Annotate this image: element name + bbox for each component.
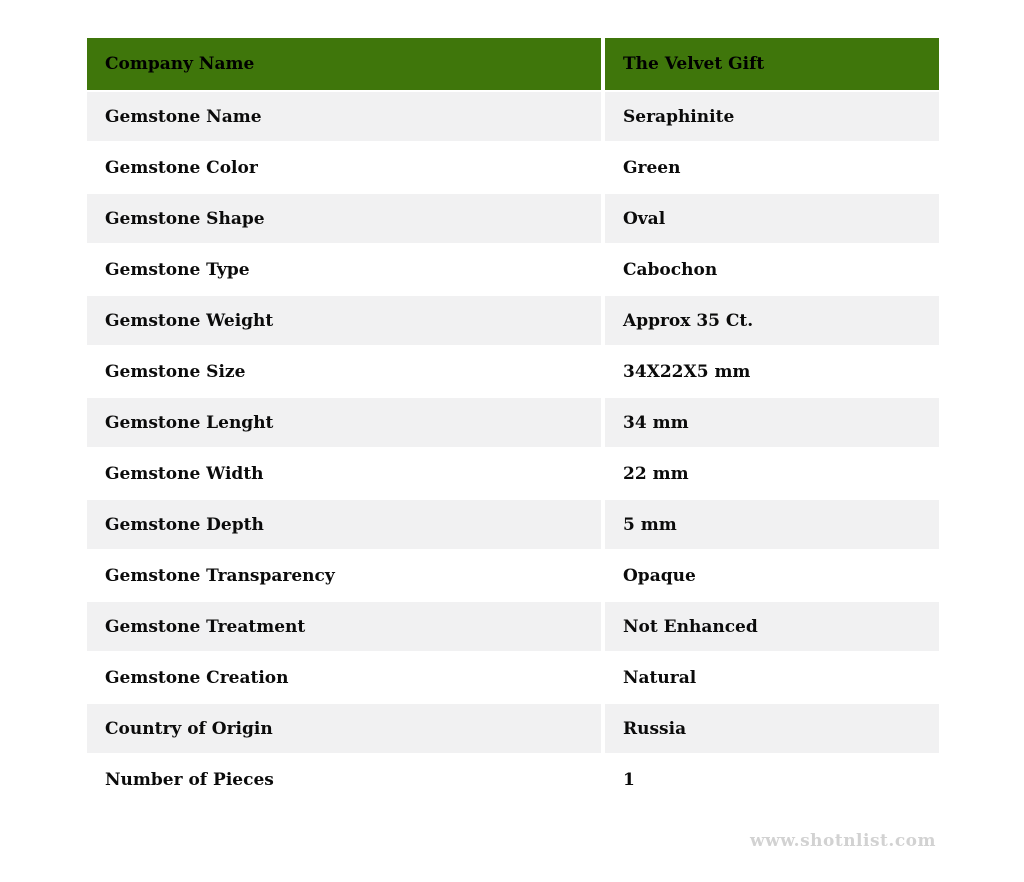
table-row-gemstone-weight	[87, 296, 939, 345]
table-row-gemstone-creation	[87, 653, 939, 702]
spec-value: Green	[605, 143, 939, 192]
table-row-gemstone-width	[87, 449, 939, 498]
table-header-row	[87, 38, 939, 90]
spec-value: Not Enhanced	[605, 602, 939, 651]
table-row-number-of-pieces	[87, 755, 939, 804]
spec-label: Gemstone Weight	[87, 296, 601, 345]
spec-value: Opaque	[605, 551, 939, 600]
spec-value: 22 mm	[605, 449, 939, 498]
spec-label: Gemstone Treatment	[87, 602, 601, 651]
spec-value: Oval	[605, 194, 939, 243]
table-row-gemstone-size	[87, 347, 939, 396]
spec-value: Approx 35 Ct.	[605, 296, 939, 345]
spec-value: 34 mm	[605, 398, 939, 447]
spec-label: Gemstone Name	[87, 92, 601, 141]
spec-value: Seraphinite	[605, 92, 939, 141]
spec-label: Gemstone Depth	[87, 500, 601, 549]
table-row-gemstone-color	[87, 143, 939, 192]
table-row-gemstone-lenght	[87, 398, 939, 447]
header-label-cell: Company Name	[87, 38, 601, 90]
spec-label: Gemstone Shape	[87, 194, 601, 243]
spec-label: Gemstone Color	[87, 143, 601, 192]
spec-value: Cabochon	[605, 245, 939, 294]
table-row-gemstone-name	[87, 92, 939, 141]
table-row-gemstone-treatment	[87, 602, 939, 651]
table-row-country-of-origin	[87, 704, 939, 753]
watermark-text: www.shotnlist.com	[749, 831, 936, 851]
spec-label: Number of Pieces	[87, 755, 601, 804]
spec-label: Gemstone Creation	[87, 653, 601, 702]
spec-label: Gemstone Size	[87, 347, 601, 396]
spec-label: Gemstone Transparency	[87, 551, 601, 600]
table-row-gemstone-transparency	[87, 551, 939, 600]
gemstone-spec-table	[87, 38, 939, 804]
spec-label: Country of Origin	[87, 704, 601, 753]
spec-value: 1	[605, 755, 939, 804]
spec-value: Russia	[605, 704, 939, 753]
spec-label: Gemstone Type	[87, 245, 601, 294]
header-value-cell: The Velvet Gift	[605, 38, 939, 90]
spec-value: Natural	[605, 653, 939, 702]
spec-label: Gemstone Lenght	[87, 398, 601, 447]
spec-label: Gemstone Width	[87, 449, 601, 498]
table-row-gemstone-type	[87, 245, 939, 294]
table-row-gemstone-shape	[87, 194, 939, 243]
table-row-gemstone-depth	[87, 500, 939, 549]
spec-value: 5 mm	[605, 500, 939, 549]
spec-value: 34X22X5 mm	[605, 347, 939, 396]
